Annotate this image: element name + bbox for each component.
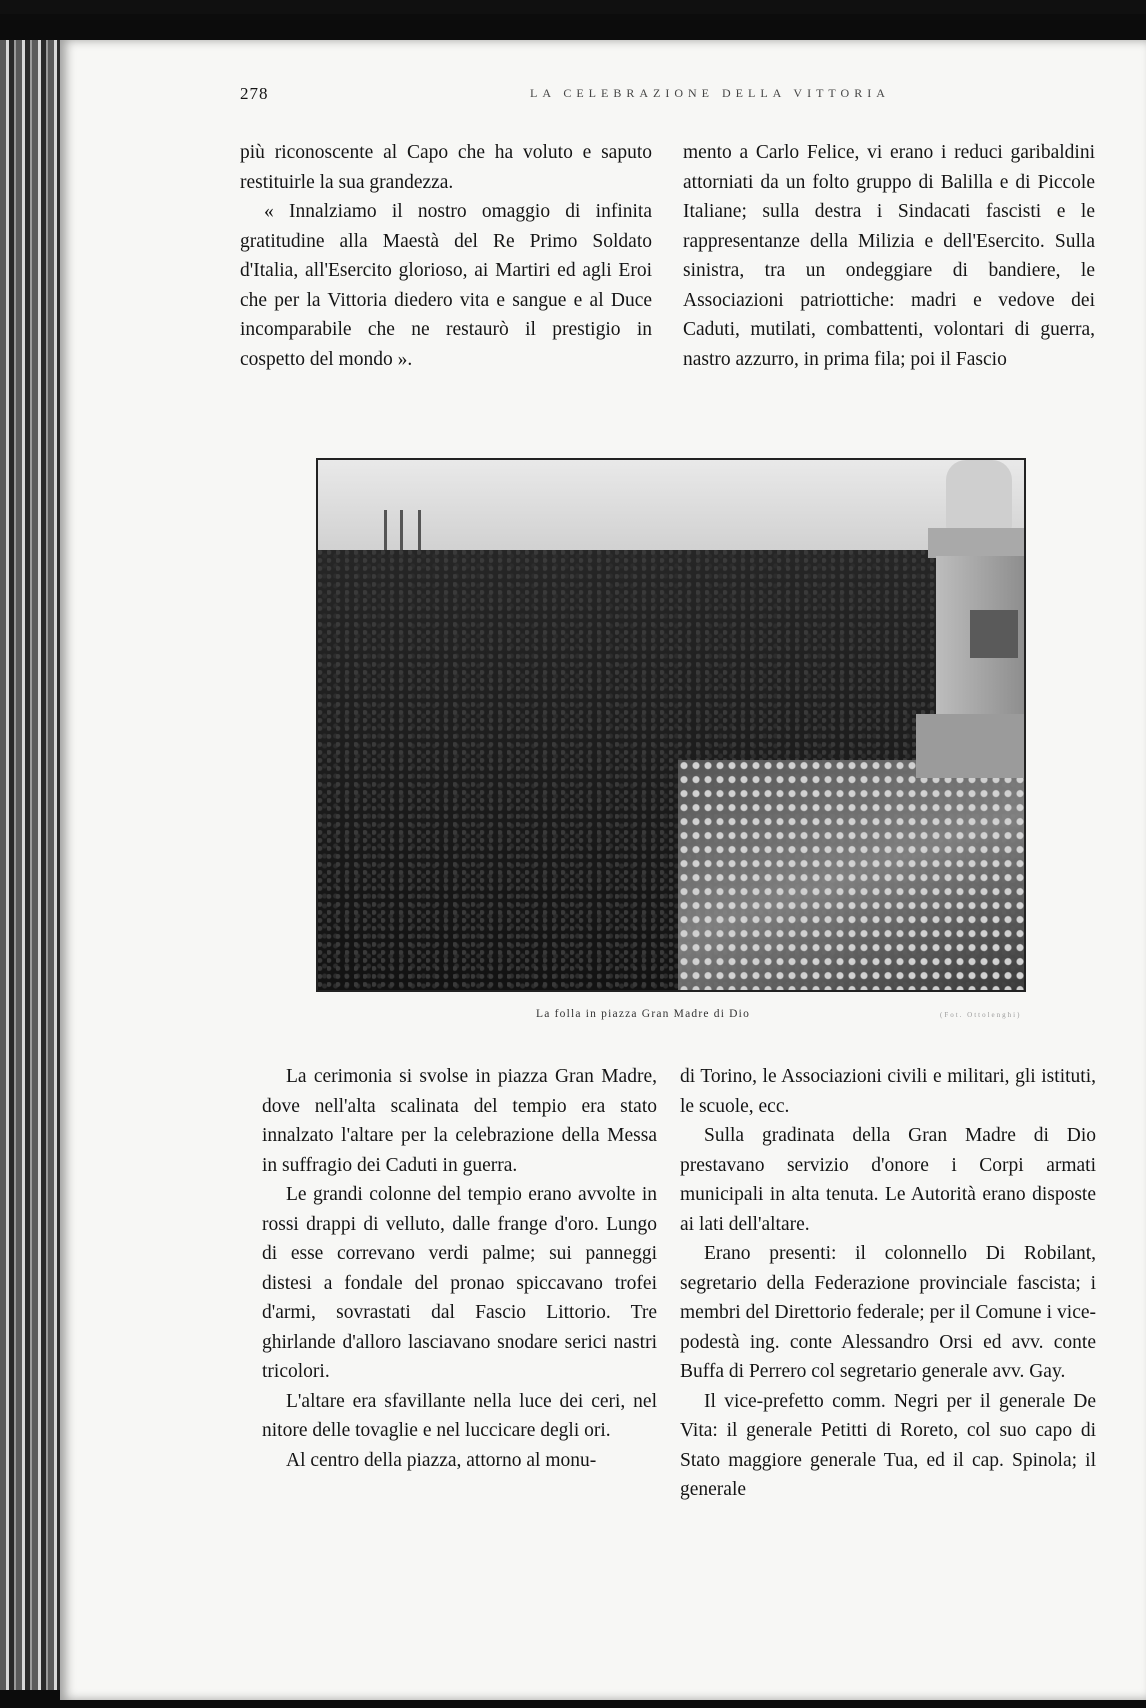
photo-white-uniformed-group (678, 760, 1024, 990)
paragraph: Le grandi colonne del tempio erano avvolte in rossi drappi di velluto, dalle frange d'oro. Lungo di esse correvano verdi palme; sui panneggi distesi a fondale del pronao spiccavano trofei d'armi, sovrastati dal Fascio Littorio. Tre ghirlande d'alloro lasciavano snodare serici nastri tricolori. (262, 1184, 657, 1382)
paragraph: più riconoscente al Capo che ha voluto e saputo restituirle la sua grandezza. (240, 142, 652, 193)
crowd-photograph (316, 458, 1026, 992)
book-page-edges (0, 40, 62, 1690)
paragraph: La cerimonia si svolse in piazza Gran Madre, dove nell'alta scalinata del tempio era stato innalzato l'altare per la celebrazione della Messa in suffragio dei Caduti in guerra. (262, 1066, 657, 1176)
paragraph: Al centro della piazza, attorno al monu- (286, 1449, 597, 1471)
paragraph: Il vice-prefetto comm. Negri per il generale De Vita: il generale Petitti di Roreto, col suo capo di Stato maggiore generale Tua, ed il cap. Spinola; il generale (680, 1390, 1096, 1500)
paragraph: L'altare era sfavillante nella luce dei ceri, nel nitore delle tovaglie e nel luccicare degli ori. (262, 1390, 657, 1441)
paragraph: di Torino, le Associazioni civili e militari, gli istituti, le scuole, ecc. (680, 1066, 1096, 1117)
running-title: LA CELEBRAZIONE DELLA VITTORIA (530, 86, 890, 100)
text-column-top-right (683, 138, 1095, 374)
paragraph: Sulla gradinata della Gran Madre di Dio prestavano servizio d'onore i Corpi armati municipali in alta tenuta. Le Autorità erano disposte ai lati dell'altare. (680, 1125, 1096, 1235)
photo-caption: La folla in piazza Gran Madre di Dio (536, 1008, 751, 1020)
page-header (240, 84, 1060, 108)
photo-credit: (Fot. Ottolenghi) (940, 1011, 1022, 1019)
text-column-bottom-right (680, 1062, 1096, 1505)
monument-icon (908, 460, 1024, 780)
page-number: 278 (240, 84, 269, 103)
paragraph: mento a Carlo Felice, vi erano i reduci garibaldini attorniati da un folto gruppo di Balilla e di Piccole Italiane; sulla destra i Sindacati fascisti e le rappresentanze della Milizia e dell'Esercito. Sulla sinistra, tra un ondeggiare di bandiere, le Associazioni patriottiche: madri e vedove dei Caduti, mutilati, combattenti, volontari di guerra, nastro azzurro, in prima fila; poi il Fascio (683, 142, 1095, 370)
text-column-bottom-left (262, 1062, 657, 1475)
text-column-top-left (240, 138, 652, 374)
scan-top-border (0, 0, 1146, 14)
paragraph: « Innalziamo il nostro omaggio di infinita gratitudine alla Maestà del Re Primo Soldato d'Italia, all'Esercito glorioso, ai Martiri ed agli Eroi che per la Vittoria diedero vita e sangue e al Duce incomparabile che ne restaurò il prestigio in cospetto del mondo ». (240, 201, 652, 370)
paragraph: Erano presenti: il colonnello Di Robilant, segretario della Federazione provinciale fascista; i membri del Direttorio federale; per il Comune i vice-podestà ing. conte Alessandro Orsi ed avv. conte Buffa di Perrero col segretario generale avv. Gay. (680, 1243, 1096, 1382)
